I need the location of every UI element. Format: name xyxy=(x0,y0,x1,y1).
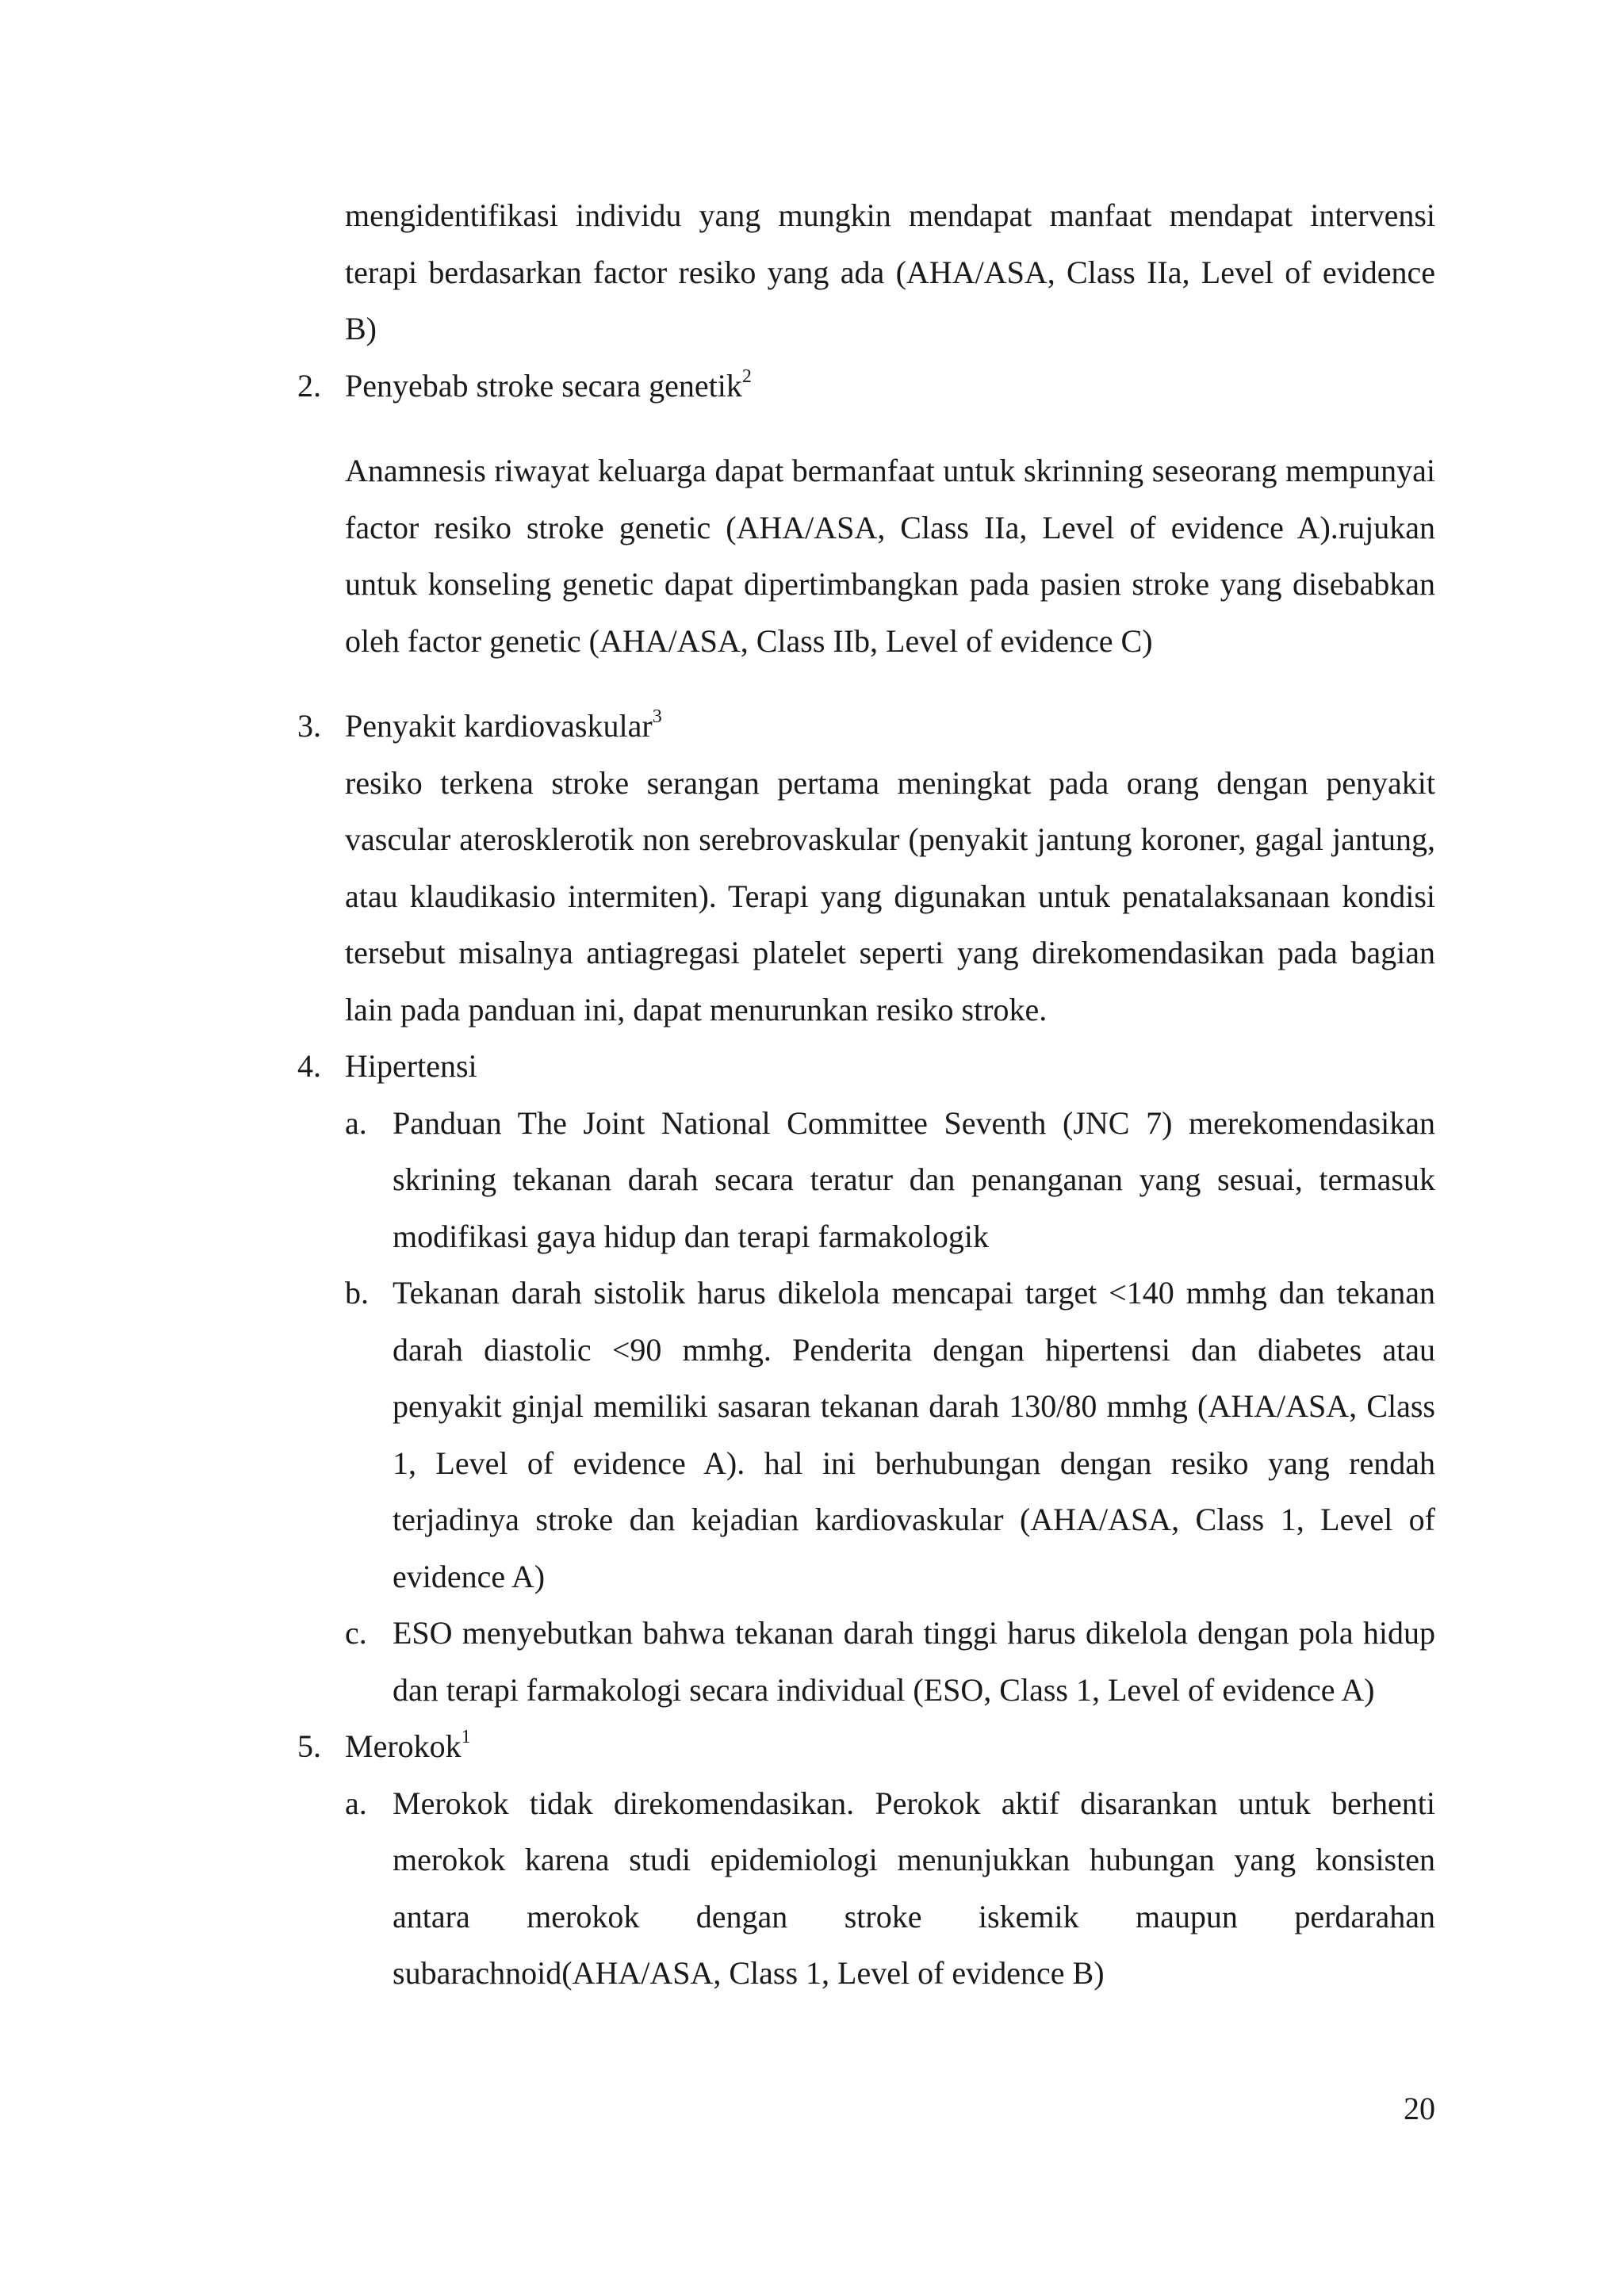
sublist-text: Panduan The Joint National Committee Seventh (JNC 7) merekomendasikan skrining tekanan darah secara teratur dan penanganan yang sesuai, termasuk modifikasi gaya hidup dan terapi farmakologik xyxy=(393,1104,1435,1254)
sublist-item xyxy=(345,1605,1435,1718)
sublist-letter: a. xyxy=(345,1104,367,1141)
sublist-text: Merokok tidak direkomendasikan. Perokok aktif disarankan untuk berhenti merokok karena studi epidemiologi menunjukkan hubungan yang konsisten antara merokok dengan stroke iskemik maupun perdarahan subarachnoid(AHA/ASA, Class 1, Level of evidence B) xyxy=(393,1785,1435,1991)
sublist-text: ESO menyebutkan bahwa tekanan darah tinggi harus dikelola dengan pola hidup dan terapi farmakologi secara individual (ESO, Class 1, Level of evidence A) xyxy=(393,1615,1435,1708)
list-item-number: 4. xyxy=(297,1048,321,1084)
page-number: 20 xyxy=(1404,2091,1435,2126)
sublist-item xyxy=(345,1265,1435,1605)
sublist-item xyxy=(345,1095,1435,1265)
sublist-letter: a. xyxy=(345,1785,367,1821)
list-item-body: Anamnesis riwayat keluarga dapat bermanfaat untuk skrinning seseorang mempunyai factor resiko stroke genetic (AHA/ASA, Class IIa, Level of evidence A).rujukan untuk konseling genetic dapat dipertimbangkan pada pasien stroke yang disebabkan oleh factor genetic (AHA/ASA, Class IIb, Level of evidence C) xyxy=(345,453,1435,659)
list-item-number: 2. xyxy=(297,367,321,404)
sublist-item xyxy=(345,1775,1435,2002)
sublist-letter: b. xyxy=(345,1275,369,1311)
list-item-number: 3. xyxy=(297,708,321,744)
footnote-ref: 3 xyxy=(652,706,662,727)
list-item-heading: Merokok xyxy=(345,1728,462,1764)
list-item-body: resiko terkena stroke serangan pertama meningkat pada orang dengan penyakit vascular aterosklerotik non serebrovaskular (penyakit jantung koroner, gagal jantung, atau klaudikasio intermiten). Terapi yang digunakan untuk penatalaksanaan kondisi tersebut misalnya antiagregasi platelet seperti yang direkomendasikan pada bagian lain pada panduan ini, dapat menurunkan resiko stroke. xyxy=(345,764,1435,1027)
list-item-number: 5. xyxy=(297,1728,321,1764)
list-item-heading: Hipertensi xyxy=(345,1048,477,1084)
list-item-5 xyxy=(297,1718,1435,1775)
intro-paragraph: mengidentifikasi individu yang mungkin mendapat manfaat mendapat intervensi terapi berdasarkan factor resiko yang ada (AHA/ASA, Class IIa, Level of evidence B) xyxy=(345,197,1435,346)
list-item-2 xyxy=(297,358,1435,415)
page-content xyxy=(297,187,1435,2002)
list-item-4 xyxy=(297,1038,1435,1095)
sublist-text: Tekanan darah sistolik harus dikelola mencapai target <140 mmhg dan tekanan darah diastolic <90 mmhg. Penderita dengan hipertensi dan diabetes atau penyakit ginjal memiliki sasaran tekanan darah 130/80 mmhg (AHA/ASA, Class 1, Level of evidence A). hal ini berhubungan dengan resiko yang rendah terjadinya stroke dan kejadian kardiovaskular (AHA/ASA, Class 1, Level of evidence A) xyxy=(393,1275,1435,1594)
footnote-ref: 2 xyxy=(741,365,752,387)
footnote-ref: 1 xyxy=(461,1727,471,1747)
sublist-letter: c. xyxy=(345,1615,367,1651)
sublist xyxy=(345,1775,1435,2002)
list-item-heading: Penyebab stroke secara genetik xyxy=(345,367,742,404)
list-item-heading: Penyakit kardiovaskular xyxy=(345,708,653,744)
sublist xyxy=(345,1095,1435,1719)
list-item-3 xyxy=(297,698,1435,755)
